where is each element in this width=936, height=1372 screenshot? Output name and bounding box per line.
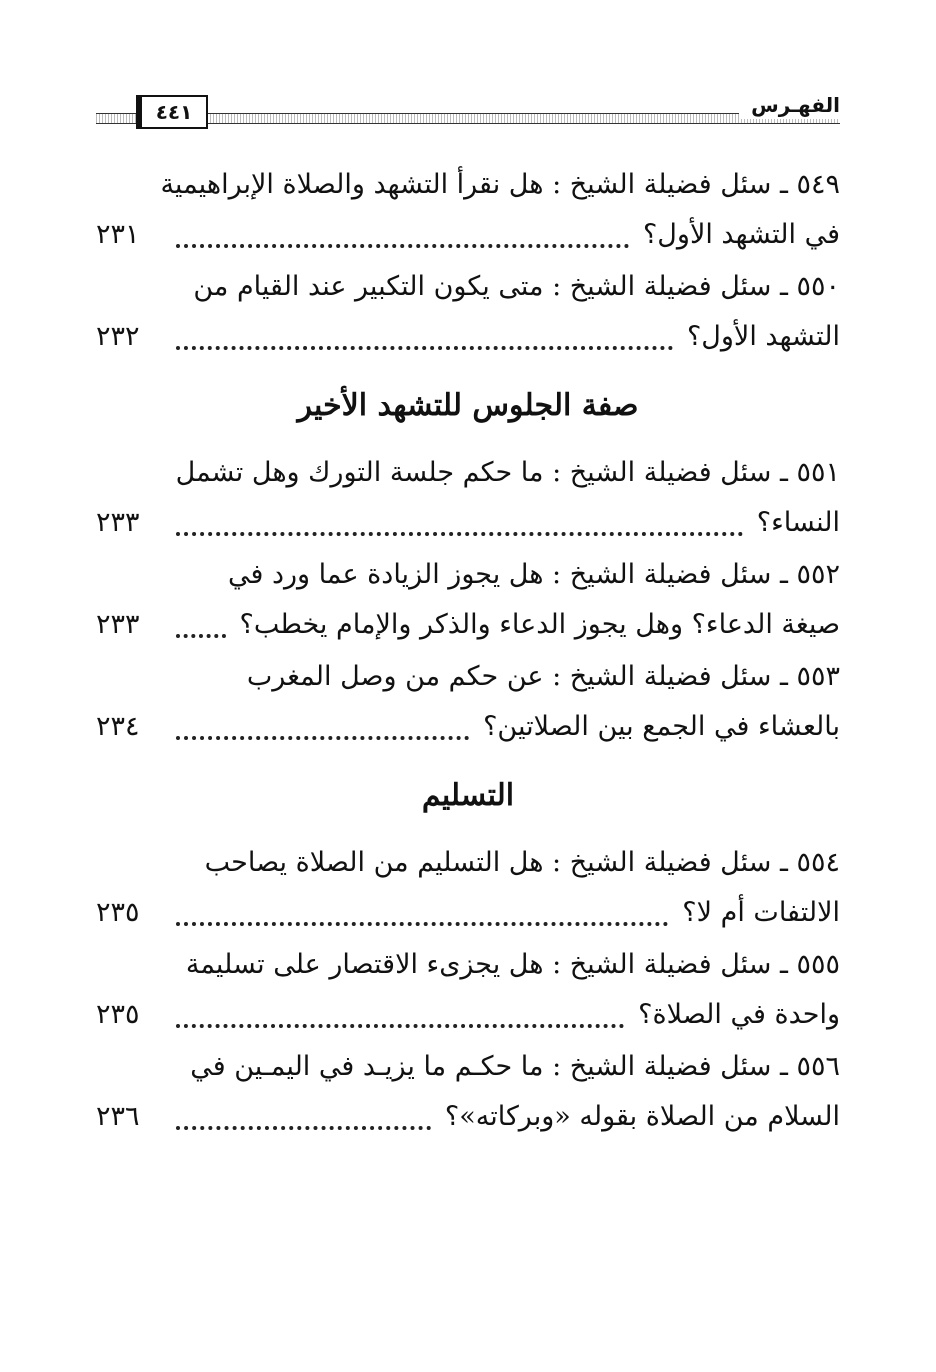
entry-page-number: ٢٣٥ <box>96 897 140 928</box>
entry-question-line: ٥٥٥ ـ سئل فضيلة الشيخ : هل يجزىء الاقتصار على تسليمة <box>185 949 840 980</box>
index-entry-550 <box>96 262 840 362</box>
entry-page-number: ٢٣٦ <box>96 1101 140 1132</box>
entry-question-continuation: بالعشاء في الجمع بين الصلاتين؟ <box>483 711 840 742</box>
entry-question-continuation: في التشهد الأول؟ <box>642 219 840 250</box>
dot-leader <box>176 908 668 926</box>
dot-leader <box>176 1010 624 1028</box>
dot-leader <box>176 722 469 740</box>
dot-leader <box>176 230 629 248</box>
entry-page-number: ٢٣٣ <box>96 609 140 640</box>
index-entry-556 <box>96 1042 840 1142</box>
dot-leader <box>176 518 743 536</box>
entry-question-continuation: صيغة الدعاء؟ وهل يجوز الدعاء والذكر والإمام يخطب؟ <box>239 609 840 640</box>
entry-question-line: ٥٥٠ ـ سئل فضيلة الشيخ : متى يكون التكبير عند القيام من <box>193 271 840 302</box>
section-heading: التسليم <box>421 778 515 813</box>
entry-question-continuation: الالتفات أم لا؟ <box>682 897 840 928</box>
page-header <box>96 93 840 129</box>
entry-question-line: ٥٥٣ ـ سئل فضيلة الشيخ : عن حكم من وصل المغرب <box>246 661 840 692</box>
dot-leader <box>176 620 226 638</box>
entry-question-line: ٥٥١ ـ سئل فضيلة الشيخ : ما حكم جلسة التورك وهل تشمل <box>175 457 840 488</box>
entry-page-number: ٢٣٢ <box>96 321 140 352</box>
entry-continuation-row <box>96 888 840 938</box>
entry-continuation-row <box>96 1092 840 1142</box>
entry-question-line: ٥٥٤ ـ سئل فضيلة الشيخ : هل التسليم من الصلاة يصاحب <box>204 847 840 878</box>
index-entry-555 <box>96 940 840 1040</box>
dot-leader <box>176 332 673 350</box>
header-title: الفهـرس <box>739 91 840 119</box>
entry-continuation-row <box>96 702 840 752</box>
section-1 <box>96 160 840 362</box>
entry-page-number: ٢٣١ <box>96 219 140 250</box>
entry-continuation-row <box>96 600 840 650</box>
entry-question-continuation: واحدة في الصلاة؟ <box>638 999 840 1030</box>
index-entry-549 <box>96 160 840 260</box>
entry-page-number: ٢٣٤ <box>96 711 140 742</box>
section-heading: صفة الجلوس للتشهد الأخير <box>297 388 639 423</box>
section-3 <box>96 766 840 1142</box>
entry-question-line: ٥٥٢ ـ سئل فضيلة الشيخ : هل يجوز الزيادة عما ورد في <box>227 559 840 590</box>
entry-continuation-row <box>96 210 840 260</box>
page-number: ٤٤١ <box>136 95 208 129</box>
entry-continuation-row <box>96 498 840 548</box>
index-entry-554 <box>96 838 840 938</box>
index-entry-551 <box>96 448 840 548</box>
entry-continuation-row <box>96 312 840 362</box>
section-2 <box>96 376 840 752</box>
index-entry-552 <box>96 550 840 650</box>
entry-page-number: ٢٣٥ <box>96 999 140 1030</box>
index-content <box>96 160 840 1144</box>
dot-leader <box>176 1112 431 1130</box>
entry-question-continuation: السلام من الصلاة بقوله «وبركاته»؟ <box>444 1101 840 1132</box>
entry-continuation-row <box>96 990 840 1040</box>
index-entry-553 <box>96 652 840 752</box>
entry-question-continuation: النساء؟ <box>756 507 840 538</box>
entry-page-number: ٢٣٣ <box>96 507 140 538</box>
entry-question-continuation: التشهد الأول؟ <box>686 321 840 352</box>
entry-question-line: ٥٥٦ ـ سئل فضيلة الشيخ : ما حكـم ما يزيـد في اليمـين في <box>190 1051 840 1082</box>
entry-question-line: ٥٤٩ ـ سئل فضيلة الشيخ : هل نقرأ التشهد والصلاة الإبراهيمية <box>160 169 840 200</box>
